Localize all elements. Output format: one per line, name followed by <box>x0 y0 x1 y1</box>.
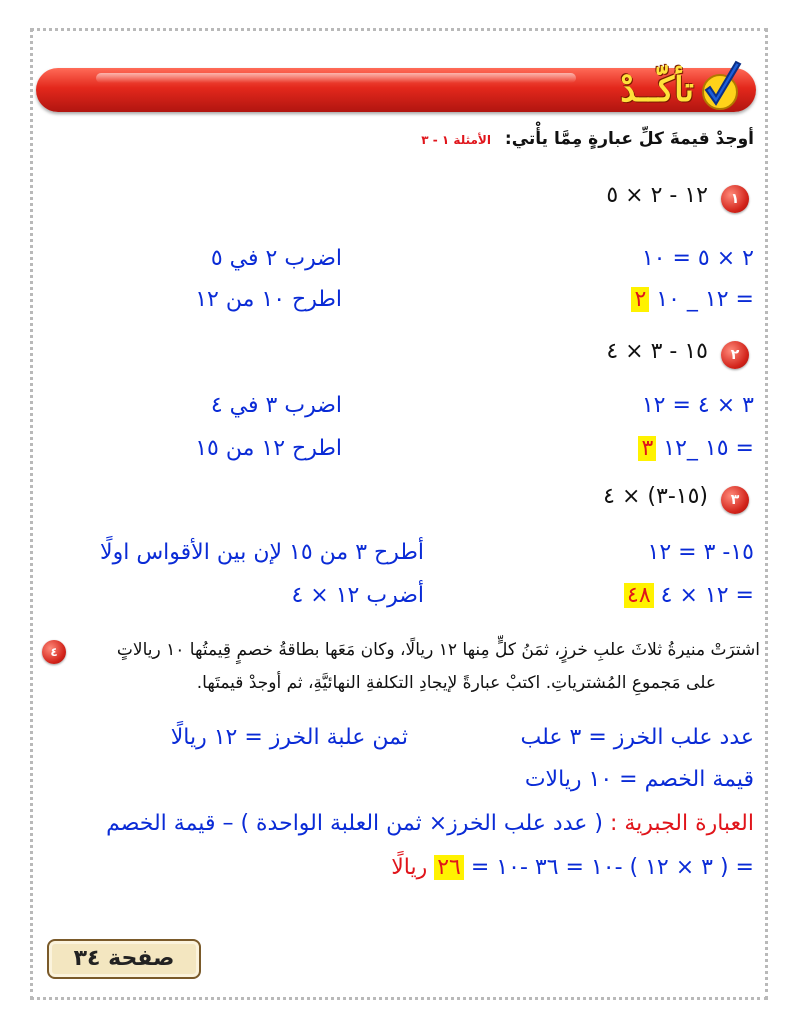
problem-4-text-line-1: اشترَتْ منيرةُ ثلاثَ علبِ خرزٍ، ثمَنُ كلٍّ مِنها ١٢ ريالًا، وكان مَعَها بطاقةُ خصمٍ قِيمتُها ١٠ ريالاتٍ <box>116 640 760 660</box>
problem-1-number: ١ <box>721 185 749 213</box>
page-number-label: صفحة ٣٤ <box>73 946 175 971</box>
problem-2-answer: ٣ <box>638 436 656 461</box>
problem-3-step-2-rest: = ١٢ × ٤ <box>660 583 754 608</box>
problem-1-step-2-rest: = ١٢ _ ١٠ <box>656 287 754 312</box>
problem-2-step-1: ٣ × ٤ = ١٢ <box>641 393 754 418</box>
banner-shine <box>96 73 576 83</box>
problem-4-boxes: عدد علب الخرز = ٣ علب <box>520 725 754 750</box>
check-mark-icon <box>698 60 744 112</box>
section-banner <box>36 68 756 112</box>
problem-3-answer: ٤٨ <box>624 583 654 608</box>
problem-3-expression: (١٥-٣) × ٤ <box>603 484 708 509</box>
page-number-box <box>47 939 201 979</box>
problem-2-step-2-rest: = ١٥ _١٢ <box>663 436 754 461</box>
problem-4-discount: قيمة الخصم = ١٠ ريالات <box>524 767 754 792</box>
problem-4-number: ٤ <box>42 640 66 664</box>
problem-3-number: ٣ <box>721 486 749 514</box>
problem-1-answer: ٢ <box>631 287 649 312</box>
expression-body: ( عدد علب الخرز× ثمن العلبة الواحدة ) – قيمة الخصم <box>106 811 603 836</box>
problem-2-number: ٢ <box>721 341 749 369</box>
problem-1-expression: ١٢ - ٢ × ٥ <box>606 183 708 208</box>
problem-3-step-1-note: أطرح ٣ من ١٥ لإن بين الأقواس اولًا <box>100 540 424 565</box>
examples-ref: الأمثلة ١ - ٣ <box>421 133 491 147</box>
problem-3-step-2-note: أضرب ١٢ × ٤ <box>291 583 424 608</box>
problem-2-step-2-note: اطرح ١٢ من ١٥ <box>195 436 342 461</box>
problem-1-step-1: ٢ × ٥ = ١٠ <box>641 246 754 271</box>
problem-3-step-2 <box>624 583 754 608</box>
answer-unit: ريالًا <box>391 855 428 880</box>
problem-4-calculation <box>391 855 754 880</box>
instruction-text: أوجدْ قيمةَ كلِّ عبارةٍ مِمَّا يأْتي: <box>504 129 754 149</box>
problem-4-text-line-2: على مَجموعِ المُشترياتِ. اكتبْ عبارةً لإيجادِ التكلفةِ النهائيَّةِ، ثم أوجدْ قيمتَها. <box>196 673 716 693</box>
problem-1-step-2-note: اطرح ١٠ من ١٢ <box>195 287 342 312</box>
problem-2-step-1-note: اضرب ٣ في ٤ <box>210 393 342 418</box>
banner-title: تأكّــدْ <box>620 70 694 110</box>
problem-4-box-price: ثمن علبة الخرز = ١٢ ريالًا <box>170 725 408 750</box>
problem-4-expression <box>106 811 754 836</box>
problem-1-step-1-note: اضرب ٢ في ٥ <box>210 246 342 271</box>
expression-label: العبارة الجبرية : <box>609 811 754 836</box>
calculation-body: = ( ٣ × ١٢ ) -١٠ = ٣٦ -١٠ = <box>470 855 754 880</box>
problem-2-step-2 <box>638 436 754 461</box>
instruction <box>421 129 754 149</box>
problem-1-step-2 <box>631 287 754 312</box>
problem-2-expression: ١٥ - ٣ × ٤ <box>606 339 708 364</box>
problem-3-step-1: ١٥- ٣ = ١٢ <box>647 540 754 565</box>
problem-4-answer: ٢٦ <box>434 855 464 880</box>
